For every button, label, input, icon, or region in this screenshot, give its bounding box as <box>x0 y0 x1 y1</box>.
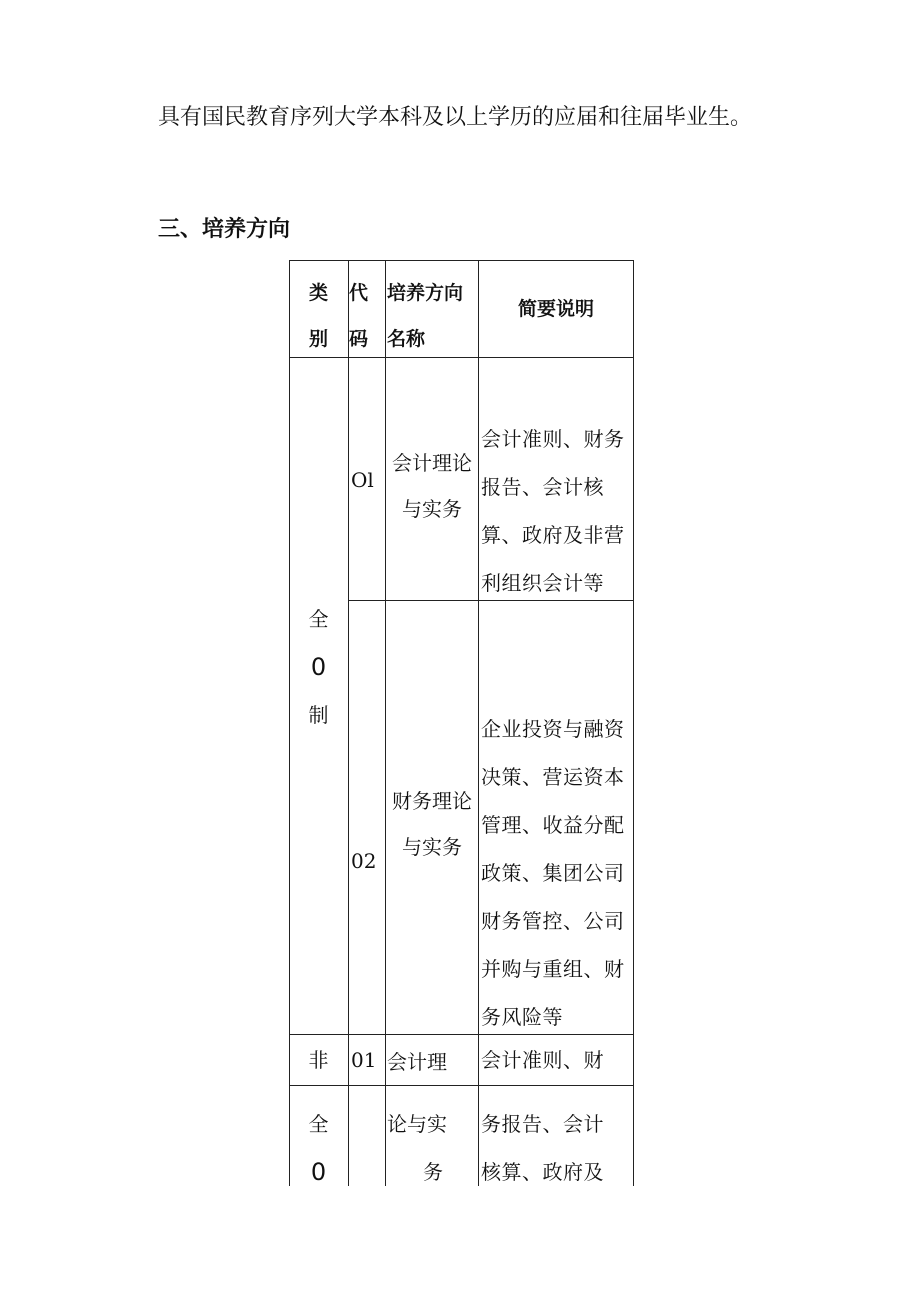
header-code: 代 码 <box>349 282 369 350</box>
header-description: 简要说明 <box>517 297 594 320</box>
row2-name: 财务理论 与实务 <box>392 789 472 859</box>
row3-name: 会计理 <box>387 1049 447 1074</box>
category-fulltime: 全 0 制 <box>308 607 329 727</box>
row1-name: 会计理论 与实务 <box>392 451 472 521</box>
row4-name: 论与实 务 <box>387 1112 447 1184</box>
section-title: 三、培养方向 <box>158 217 291 242</box>
row3-category: 非 <box>308 1048 329 1072</box>
table-border-right <box>633 260 634 1186</box>
header-category: 类 别 <box>308 282 328 350</box>
intro-paragraph: 具有国民教育序列大学本科及以上学历的应届和往届毕业生。 <box>158 105 753 130</box>
row3-code: 01 <box>351 1048 377 1072</box>
row4-description: 务报告、会计 核算、政府及 <box>481 1112 604 1184</box>
table-col-divider <box>385 260 386 1186</box>
header-name: 培养方向 名称 <box>387 282 464 350</box>
row4-category: 全 0 <box>308 1112 329 1186</box>
row1-description: 会计准则、财务 报告、会计核 算、政府及非营 利组织会计等 <box>481 427 625 595</box>
training-direction-table <box>289 260 634 1186</box>
row2-description: 企业投资与融资 决策、营运资本 管理、收益分配 政策、集团公司 财务管控、公司 并购与重组、财 务风险等 <box>481 717 625 1029</box>
row3-description: 会计准则、财 <box>481 1048 604 1072</box>
row2-code: 02 <box>351 848 377 873</box>
table-row-divider <box>289 1085 634 1086</box>
row1-code: Ol <box>351 468 374 492</box>
